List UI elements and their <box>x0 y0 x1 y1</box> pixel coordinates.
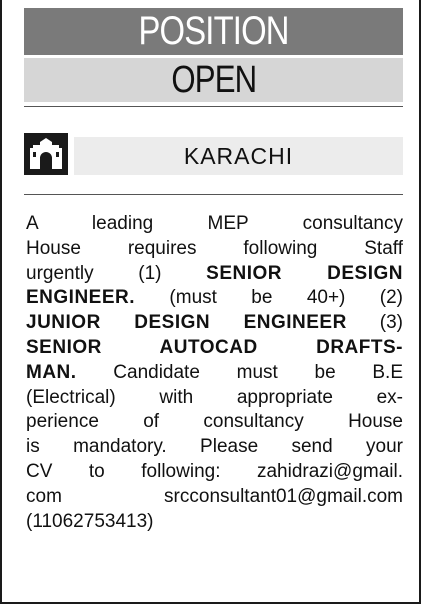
ad-line <box>26 262 403 287</box>
ad-position-title: SENIOR AUTOCAD DRAFTS- <box>26 336 403 358</box>
ad-line: is mandatory. Please send your <box>26 436 403 458</box>
ad-line: (Electrical) with appropriate ex- <box>26 386 403 408</box>
ad-phone-line: (11062753413) <box>26 510 154 532</box>
ad-line: A leading MEP consultancy <box>26 213 403 234</box>
title-line-1: POSITION <box>138 9 289 53</box>
title-banner-position <box>24 8 403 55</box>
ad-line <box>26 311 403 336</box>
divider-top <box>24 106 403 107</box>
title-banner-open <box>24 58 403 102</box>
ad-line <box>26 286 403 311</box>
ad-line <box>26 361 403 386</box>
ad-text: urgently (1) <box>26 262 207 284</box>
ad-position-title: SENIOR DESIGN <box>206 262 403 284</box>
ad-text: (3) <box>346 312 403 334</box>
ad-text: Candidate must be B.E <box>76 361 403 383</box>
ad-position-title: ENGINEER. <box>26 287 136 309</box>
location-city: KARACHI <box>183 143 294 169</box>
ad-text: (must be 40+) (2) <box>135 287 403 309</box>
ad-position-title: JUNIOR DESIGN ENGINEER <box>26 312 347 334</box>
ad-line: perience of consultancy House <box>26 411 403 433</box>
landmark-gate-icon <box>24 133 68 175</box>
ad-contact-line: CV to following: zahidrazi@gmail. <box>26 460 403 482</box>
title-line-2: OPEN <box>170 59 257 101</box>
ad-position-title: MAN. <box>26 361 77 383</box>
divider-bottom <box>24 194 403 195</box>
ad-contact-line: com srcconsultant01@gmail.com <box>26 485 403 507</box>
ad-line: House requires following Staff <box>26 237 403 259</box>
ad-body <box>26 212 403 534</box>
